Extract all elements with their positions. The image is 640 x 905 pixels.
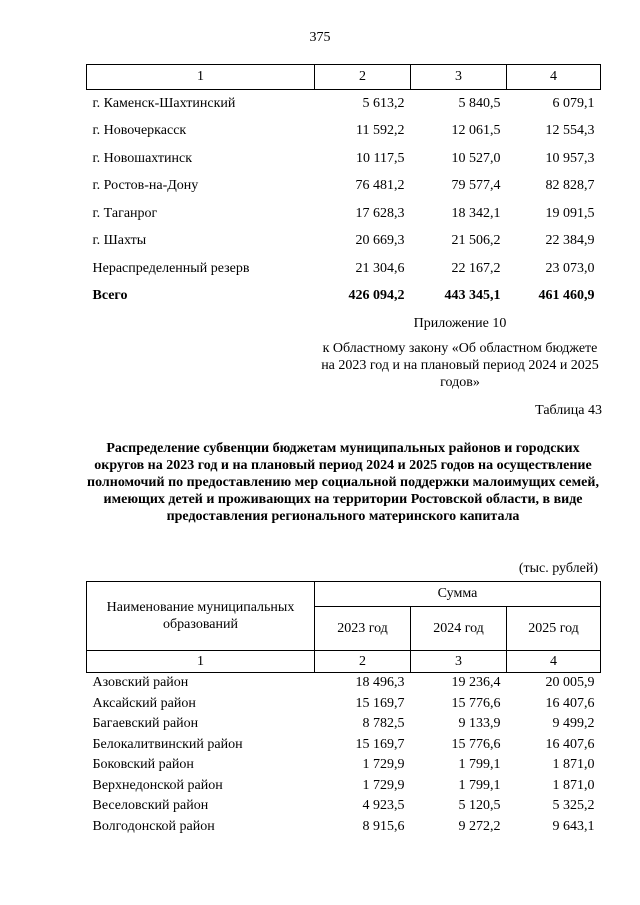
- table-row: [87, 173, 601, 201]
- municipality-name: Нераспределенный резерв: [92, 260, 250, 276]
- total-2023: 426 094,2: [348, 288, 405, 304]
- amount-2024: 19 236,4: [451, 675, 501, 691]
- column-number: 1: [87, 65, 315, 90]
- year-header-2023: 2023 год: [315, 607, 411, 651]
- amount-2023: 11 592,2: [356, 123, 405, 139]
- amount-2023: 10 117,5: [356, 150, 405, 166]
- amount-2024: 9 272,2: [458, 818, 501, 834]
- column-number: 4: [507, 65, 601, 90]
- municipality-name: г. Новочеркасск: [92, 123, 187, 139]
- column-number: 3: [411, 65, 507, 90]
- table-row: [87, 694, 601, 715]
- amount-2023: 8 915,6: [362, 818, 405, 834]
- amount-2023: 1 729,9: [362, 777, 405, 793]
- amount-2024: 5 120,5: [458, 798, 501, 814]
- year-header-2024: 2024 год: [411, 607, 507, 651]
- table-row: [87, 228, 601, 256]
- municipality-name: г. Новошахтинск: [92, 150, 193, 166]
- amount-2025: 1 871,0: [552, 757, 595, 773]
- amount-2024: 15 776,6: [451, 736, 501, 752]
- appendix-title: Приложение 10: [413, 316, 507, 331]
- amount-2025: 20 005,9: [545, 675, 595, 691]
- column-number: 1: [87, 651, 315, 673]
- appendix-reference: к Областному закону «Об областном бюджете на 2023 год и на плановый период 2024 и 2025 годов»: [321, 341, 599, 390]
- page-number: 375: [309, 30, 331, 45]
- district-name: Веселовский район: [92, 798, 209, 814]
- table-heading: Распределение субвенции бюджетам муниципальных районов и городских округов на 2023 год и на плановый период 2024 и 2025 годов на осуществление полномочий по предоставлению мер социальной поддержки малоимущих семей, имеющих детей и проживающих на территории Ростовской области, в виде предоставления регионального материнского капитала: [87, 441, 599, 524]
- amount-2025: 9 643,1: [552, 818, 595, 834]
- column-number: 4: [507, 651, 601, 673]
- amount-2024: 15 776,6: [451, 695, 501, 711]
- amount-2023: 4 923,5: [362, 798, 405, 814]
- amount-2023: 8 782,5: [362, 716, 405, 732]
- amount-2023: 1 729,9: [362, 757, 405, 773]
- district-name: Белокалитвинский район: [92, 736, 243, 752]
- district-name: Волгодонской район: [92, 818, 215, 834]
- district-name: Верхнедонской район: [92, 777, 223, 793]
- municipal-amounts-table: [86, 64, 601, 310]
- amount-2024: 18 342,1: [451, 205, 501, 221]
- column-number: 2: [315, 65, 411, 90]
- amount-2025: 6 079,1: [552, 95, 595, 111]
- amount-2023: 20 669,3: [355, 233, 405, 249]
- amount-2023: 18 496,3: [355, 675, 405, 691]
- amount-2025: 23 073,0: [545, 260, 595, 276]
- municipality-name: г. Шахты: [92, 233, 147, 249]
- amount-2025: 5 325,2: [552, 798, 595, 814]
- column-number: 2: [315, 651, 411, 673]
- table-label: Таблица 43: [535, 403, 602, 418]
- district-name: Азовский район: [92, 675, 189, 691]
- table-row: [87, 255, 601, 283]
- amount-2025: 22 384,9: [545, 233, 595, 249]
- table-row: [87, 90, 601, 118]
- municipality-name: г. Таганрог: [92, 205, 158, 221]
- district-name: Боковский район: [92, 757, 194, 773]
- amount-2025: 10 957,3: [545, 150, 595, 166]
- table-row: [87, 776, 601, 797]
- amount-2025: 1 871,0: [552, 777, 595, 793]
- amount-2024: 9 133,9: [458, 716, 501, 732]
- amount-2024: 10 527,0: [451, 150, 501, 166]
- amount-2023: 76 481,2: [355, 178, 405, 194]
- amount-2023: 15 169,7: [355, 736, 405, 752]
- table-row: [87, 145, 601, 173]
- table-row: [87, 714, 601, 735]
- amount-2025: 9 499,2: [552, 716, 595, 732]
- table-row: [87, 796, 601, 817]
- amount-2024: 22 167,2: [451, 260, 501, 276]
- district-name: Аксайский район: [92, 695, 196, 711]
- amount-2024: 1 799,1: [458, 757, 501, 773]
- column-number-row: [87, 651, 601, 673]
- amount-2023: 15 169,7: [355, 695, 405, 711]
- total-2025: 461 460,9: [538, 288, 595, 304]
- amount-2023: 21 304,6: [355, 260, 405, 276]
- amount-2023: 17 628,3: [355, 205, 405, 221]
- amount-2024: 79 577,4: [451, 178, 501, 194]
- table-row: [87, 755, 601, 776]
- units-label: (тыс. рублей): [518, 561, 598, 576]
- amount-2025: 16 407,6: [545, 736, 595, 752]
- header-row: [87, 582, 601, 607]
- municipality-name: г. Каменск-Шахтинский: [92, 95, 236, 111]
- municipality-name-header: Наименование муниципальных образований: [87, 582, 315, 651]
- subvention-distribution-table: [86, 581, 601, 837]
- sum-header: Сумма: [315, 582, 601, 607]
- amount-2024: 21 506,2: [451, 233, 501, 249]
- column-number: 3: [411, 651, 507, 673]
- total-label: Всего: [92, 288, 128, 304]
- amount-2025: 19 091,5: [545, 205, 595, 221]
- amount-2024: 5 840,5: [458, 95, 501, 111]
- year-header-2025: 2025 год: [507, 607, 601, 651]
- column-number-row: [87, 65, 601, 90]
- amount-2024: 1 799,1: [458, 777, 501, 793]
- table-row: [87, 735, 601, 756]
- amount-2025: 12 554,3: [545, 123, 595, 139]
- table-row: [87, 118, 601, 146]
- amount-2025: 16 407,6: [545, 695, 595, 711]
- municipality-name: г. Ростов-на-Дону: [92, 178, 199, 194]
- amount-2025: 82 828,7: [545, 178, 595, 194]
- amount-2024: 12 061,5: [451, 123, 501, 139]
- table-row: [87, 200, 601, 228]
- amount-2023: 5 613,2: [362, 95, 405, 111]
- table-row: [87, 673, 601, 694]
- table-row: [87, 817, 601, 838]
- total-2024: 443 345,1: [444, 288, 501, 304]
- district-name: Багаевский район: [92, 716, 199, 732]
- total-row: [87, 283, 601, 311]
